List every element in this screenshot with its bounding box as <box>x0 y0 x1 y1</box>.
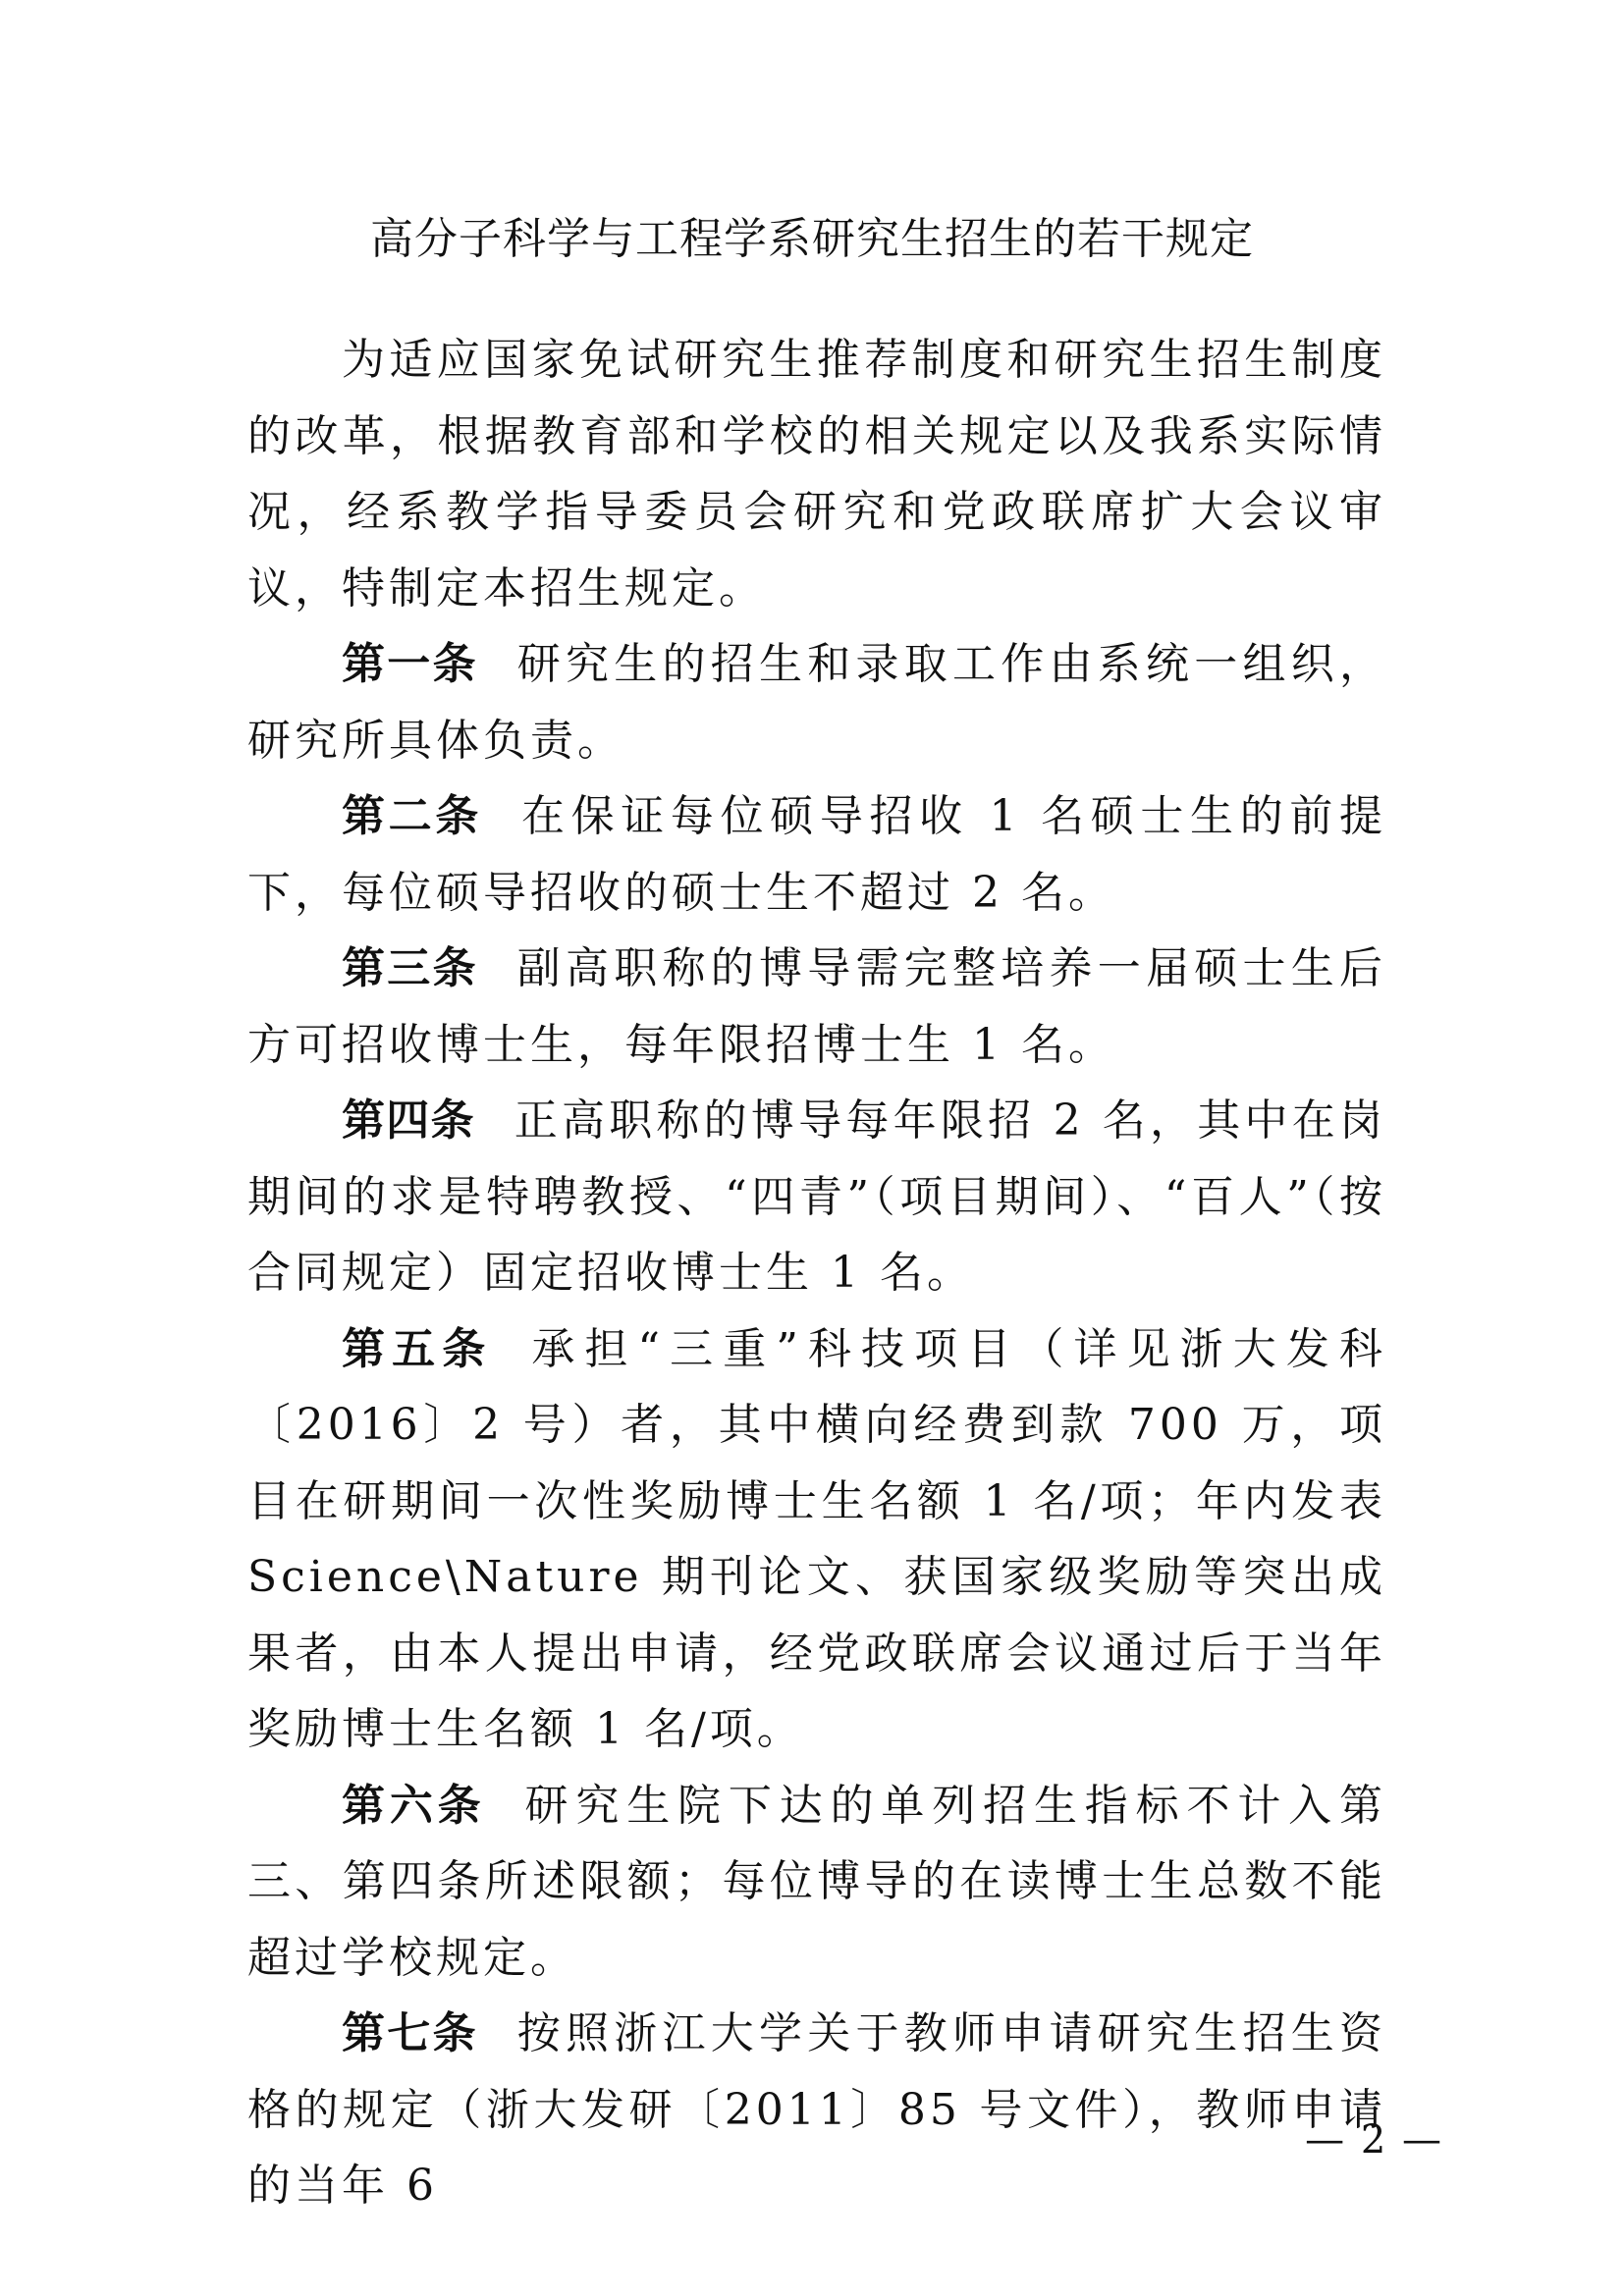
document-body <box>247 322 1386 2224</box>
article-text: 正高职称的博导每年限招 2 名，其中在岗期间的求是特聘教授、“四青”（项目期间）、“百人”（按合同规定）固定招收博士生 1 名。 <box>247 1095 1386 1298</box>
article-4 <box>247 1083 1386 1311</box>
document-title: 高分子科学与工程学系研究生招生的若干规定 <box>370 214 1254 264</box>
article-text: 研究生的招生和录取工作由系统一组织，研究所具体负责。 <box>247 639 1386 766</box>
article-1 <box>247 626 1386 778</box>
article-label: 第六条 <box>342 1780 486 1831</box>
article-label: 第四条 <box>342 1095 475 1146</box>
article-label: 第二条 <box>342 791 482 841</box>
article-text: 按照浙江大学关于教师申请研究生招生资格的规定（浙大发研〔2011〕85 号文件），教师申请的当年 6 <box>247 2008 1386 2211</box>
article-7 <box>247 1996 1386 2224</box>
article-text: 在保证每位硕导招收 1 名硕士生的前提下，每位硕导招收的硕士生不超过 2 名。 <box>247 791 1387 918</box>
article-2 <box>247 778 1386 931</box>
article-label: 第五条 <box>342 1323 493 1374</box>
article-text: 副高职称的博导需完整培养一届硕士生后方可招收博士生，每年限招博士生 1 名。 <box>247 943 1386 1070</box>
article-label: 第三条 <box>342 943 478 993</box>
article-text: 承担“三重”科技项目（详见浙大发科〔2016〕2 号）者，其中横向经费到款 700 万，项目在研期间一次性奖励博士生名额 1 名/项；年内发表 Science\Nature 期刊论文、获国家级奖励等突出成果者，由本人提出申请，经党政联席会议通过后于当年奖励博士生名额 1 名/项。 <box>247 1323 1386 1754</box>
article-6 <box>247 1768 1386 1997</box>
article-5 <box>247 1311 1386 1768</box>
intro-paragraph: 为适应国家免试研究生推荐制度和研究生招生制度的改革，根据教育部和学校的相关规定以及我系实际情况，经系教学指导委员会研究和党政联席扩大会议审议，特制定本招生规定。 <box>247 335 1386 614</box>
article-3 <box>247 931 1386 1083</box>
article-label: 第一条 <box>342 639 478 689</box>
article-text: 研究生院下达的单列招生指标不计入第三、第四条所述限额；每位博导的在读博士生总数不能超过学校规定。 <box>247 1780 1387 1983</box>
article-label: 第七条 <box>342 2008 478 2058</box>
page-number: — 2 — <box>1305 2117 1443 2163</box>
